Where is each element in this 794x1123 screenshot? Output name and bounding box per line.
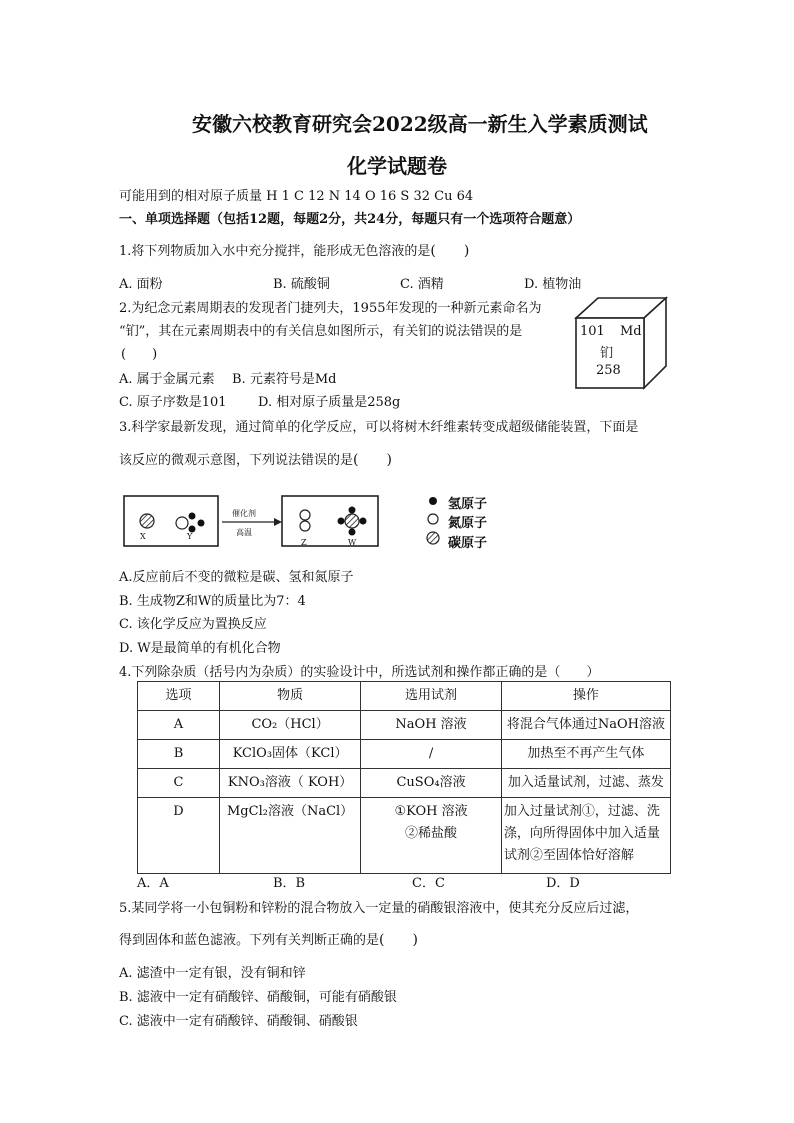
question-5-line2: 得到固体和蓝色滤液。下列有关判断正确的是( ): [119, 932, 418, 948]
element-mass: 258: [596, 363, 621, 378]
table-cell: D: [138, 798, 220, 874]
table-cell: C: [138, 769, 220, 798]
answer-paren: ( ): [379, 932, 418, 948]
table-cell: /: [361, 740, 502, 769]
hydrogen-atom-icon: [429, 497, 437, 505]
table-cell: CO₂（HCl）: [219, 711, 360, 740]
answer-paren: ( ): [121, 347, 158, 362]
label-x: X: [140, 532, 146, 541]
q4-answer-c: C．C: [412, 876, 445, 891]
q3-option-a: A.反应前后不变的微粒是碳、氢和氮原子: [119, 570, 354, 585]
question-4-stem: 4.下列除杂质（括号内为杂质）的实验设计中，所选试剂和操作都正确的是（ ）: [119, 665, 600, 680]
legend-hydrogen: 氢原子: [448, 497, 488, 512]
table-row: [138, 740, 671, 769]
section-heading: 一、单项选择题（包括12题，每题2分，共24分，每题只有一个选项符合题意）: [119, 212, 581, 227]
table-cell: KNO₃溶液（ KOH）: [219, 769, 360, 798]
table-cell: A: [138, 711, 220, 740]
q2-option-c: C. 原子序数是101: [119, 395, 227, 410]
label-y: Y: [187, 532, 193, 541]
answer-paren: ( ): [353, 452, 392, 468]
atomic-masses: 可能用到的相对原子质量 H 1 C 12 N 14 O 16 S 32 Cu 64: [119, 189, 474, 204]
high-temp-label: 高温: [236, 528, 252, 537]
answer-paren: ( ): [430, 243, 470, 259]
table-cell: MgCl₂溶液（NaCl）: [219, 798, 360, 874]
table-header-row: [138, 682, 671, 711]
q1-option-b: B. 硫酸铜: [273, 277, 330, 292]
q4-answer-d: D．D: [546, 876, 580, 891]
q2-option-b: B. 元素符号是Md: [232, 372, 337, 387]
table-row: [138, 711, 671, 740]
q1-option-a: A. 面粉: [119, 277, 163, 292]
table-cell: 加入适量试剂，过滤、蒸发: [501, 769, 670, 798]
q2-option-d: D. 相对原子质量是258g: [258, 395, 401, 410]
table-header: 物质: [219, 682, 360, 711]
q1-option-c: C. 酒精: [400, 277, 444, 292]
question-2-line2: “钔”，其在元素周期表中的有关信息如图所示，有关钔的说法错误的是: [119, 324, 523, 339]
element-cell-figure: [574, 296, 670, 391]
table-header: 操作: [501, 682, 670, 711]
element-number: 101: [580, 324, 605, 339]
legend-nitrogen: 氮原子: [448, 516, 488, 531]
page-subtitle: 化学试题卷: [347, 154, 447, 178]
table-cell: [361, 798, 502, 874]
nitrogen-atom-icon: [428, 514, 438, 524]
table-cell: B: [138, 740, 220, 769]
q4-answer-a: A．A: [137, 876, 169, 891]
q3-option-d: D. W是最简单的有机化合物: [119, 641, 281, 656]
table-header: 选项: [138, 682, 220, 711]
q5-option-a: A. 滤渣中一定有银，没有铜和锌: [119, 966, 306, 981]
element-symbol: Md: [620, 324, 642, 339]
question-3-line2: 该反应的微观示意图，下列说法错误的是( ): [119, 452, 392, 468]
reagent-2: ②稀盐酸: [405, 826, 458, 841]
carbon-atom-icon: [427, 532, 439, 544]
element-name: 钔: [600, 346, 614, 361]
table-cell: KClO₃固体（KCl）: [219, 740, 360, 769]
page-title: 安徽六校教育研究会2022级高一新生入学素质测试: [192, 112, 648, 136]
reagent-1: ①KOH 溶液: [394, 804, 468, 819]
atom-legend-icons: [424, 492, 444, 552]
catalyst-label: 催化剂: [232, 509, 256, 518]
label-z: Z: [301, 538, 307, 547]
question-1: [119, 240, 469, 260]
table-row: [138, 798, 671, 874]
table-cell: 将混合气体通过NaOH溶液: [501, 711, 670, 740]
q5-option-b: B. 滤液中一定有硝酸锌、硝酸铜，可能有硝酸银: [119, 990, 397, 1005]
table-cell: NaOH 溶液: [361, 711, 502, 740]
question-5-line1: 5.某同学将一小包铜粉和锌粉的混合物放入一定量的硝酸银溶液中，使其充分反应后过滤，: [119, 901, 639, 916]
q2-option-a: A. 属于金属元素: [119, 372, 215, 387]
options-table: [137, 681, 671, 874]
legend-carbon: 碳原子: [448, 536, 488, 551]
table-cell: 加入过量试剂①，过滤、洗涤，向所得固体中加入适量试剂②至固体恰好溶解: [501, 798, 670, 874]
question-1-stem: 1.将下列物质加入水中充分搅拌，能形成无色溶液的是: [119, 244, 431, 259]
table-header: 选用试剂: [361, 682, 502, 711]
table-cell: CuSO₄溶液: [361, 769, 502, 798]
table-row: [138, 769, 671, 798]
table-cell: 加热至不再产生气体: [501, 740, 670, 769]
q4-answer-b: B．B: [273, 876, 306, 891]
q3-option-b: B. 生成物Z和W的质量比为7：4: [119, 594, 306, 609]
q1-option-d: D. 植物油: [524, 277, 582, 292]
q5-option-c: C. 滤液中一定有硝酸锌、硝酸铜、硝酸银: [119, 1014, 358, 1029]
question-3-line1: 3.科学家最新发现，通过简单的化学反应，可以将树木纤维素转变成超级储能装置，下面是: [119, 420, 639, 435]
q3-option-c: C. 该化学反应为置换反应: [119, 617, 267, 632]
question-2-line1: 2.为纪念元素周期表的发现者门捷列夫，1955年发现的一种新元素命名为: [119, 301, 542, 316]
label-w: W: [348, 538, 357, 547]
